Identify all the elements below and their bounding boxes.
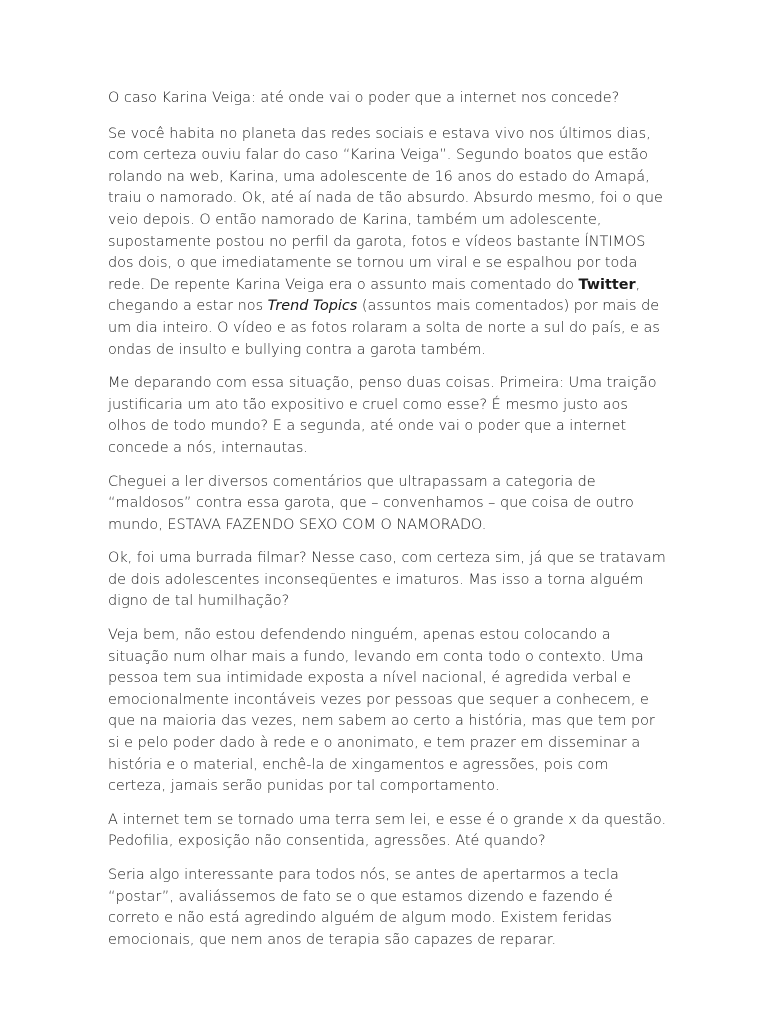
paragraph-2: Me deparando com essa situação, penso duas coisas. Primeira: Uma traição justificaria um ato tão expositivo e cruel como esse? É mesmo justo aos olhos de todo mundo? E a segunda, até onde vai o poder que a internet concede a nós, internautas. [108, 375, 657, 456]
paragraph-1-text-c: (assuntos mais comentados) por mais de um dia inteiro. O vídeo e as fotos rolaram a solta de norte a sul do país, e as ondas de insulto e bullying contra a garota também. [108, 298, 660, 358]
paragraph-1-text-a: Se você habita no planeta das redes sociais e estava vivo nos últimos dias, com certeza ouviu falar do caso “Karina Veiga”. Segundo boatos que estão rolando na web, Karina, uma adolescente de 16 anos do estado do Amapá, traiu o namorado. Ok, até aí nada de tão absurdo. Absurdo mesmo, foi o que veio depois. O então namorado de Karina, também um adolescente, supostamente postou no perfil da garota, fotos e vídeos bastante ÍNTIMOS dos dois, o que imediatamente se tornou um viral e se espalhou por toda rede. De repente Karina Veiga era o assunto mais comentado do [108, 125, 663, 293]
paragraph-4: Ok, foi uma burrada filmar? Nesse caso, com certeza sim, já que se tratavam de dois adolescentes inconseqüentes e imaturos. Mas isso a torna alguém digno de tal humilhação? [108, 550, 666, 610]
paragraph-6: A internet tem se tornado uma terra sem lei, e esse é o grande x da questão. Pedofilia, exposição não consentida, agressões. Até quando? [108, 811, 667, 850]
paragraph-1-text-b: , chegando a estar nos [108, 276, 641, 315]
document-page [108, 88, 668, 963]
paragraph-5: Veja bem, não estou defendendo ninguém, apenas estou colocando a situação num olhar mais a fundo, levando em conta todo o contexto. Uma pessoa tem sua intimidade exposta a nível nacional, é agredida verbal e emocionalmente incontáveis vezes por pessoas que sequer a conhecem, e que na maioria das vezes, nem sabem ao certo a história, mas que tem por si e pelo poder dado à rede e o anonimato, e tem prazer em disseminar a história e o material, enchê-la de xingamentos e agressões, pois com certeza, jamais serão punidas por tal comportamento. [108, 627, 655, 795]
paragraph-1 [108, 124, 668, 362]
paragraph-7: Seria algo interessante para todos nós, se antes de apertarmos a tecla “postar”, avaliássemos de fato se o que estamos dizendo e fazendo é correto e não está agredindo alguém de algum modo. Existem feridas emocionais, que nem anos de terapia são capazes de reparar. [108, 867, 619, 948]
paragraph-3: Cheguei a ler diversos comentários que ultrapassam a categoria de “maldosos” contra essa garota, que – convenhamos – que coisa de outro mundo, ESTAVA FAZENDO SEXO COM O NAMORADO. [108, 473, 634, 533]
trend-topics-italic-text: Trend Topics [267, 298, 358, 315]
twitter-bold-text: Twitter [578, 276, 636, 293]
article-title: O caso Karina Veiga: até onde vai o poder que a internet nos concede? [108, 90, 620, 106]
